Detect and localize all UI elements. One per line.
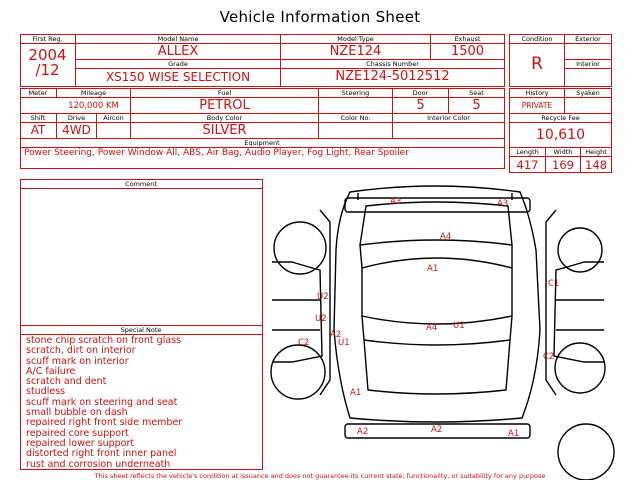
body-color-value: SILVER (202, 123, 247, 138)
special-notes-list (26, 336, 260, 470)
door-value: 5 (416, 98, 425, 113)
body-color-label: Body Color (206, 114, 243, 122)
special-note-item: studless (26, 386, 66, 398)
special-note-item: distorted right front inner panel (26, 448, 177, 460)
special-note-item: repaired right front side member (26, 417, 183, 429)
recycle-fee-label: Recycle Fee (541, 114, 580, 122)
damage-mark: U1 (453, 321, 465, 331)
damage-mark: A3 (497, 199, 509, 209)
first-reg-label: First Reg. (32, 35, 63, 43)
model-type-value: NZE124 (329, 44, 382, 59)
sheet-title: Vehicle Information Sheet (219, 8, 421, 26)
door-label: Door (412, 89, 429, 97)
fuel-value: PETROL (199, 98, 250, 113)
damage-mark: A4 (426, 323, 438, 333)
damage-mark: A1 (508, 429, 520, 439)
width-value: 169 (552, 158, 574, 172)
special-note-item: repaired lower support (26, 437, 135, 449)
damage-mark: U2 (317, 292, 329, 302)
history-label: History (525, 89, 549, 97)
model-name-value: ALLEX (157, 44, 199, 59)
damage-mark: A1 (427, 264, 439, 274)
damage-mark: A2 (357, 427, 369, 437)
grade-value: XS150 WISE SELECTION (105, 70, 251, 84)
condition-value: R (531, 54, 543, 74)
damage-mark: A3 (390, 197, 402, 207)
meter-label: Meter (28, 89, 48, 97)
disclaimer-footer: This sheet reflects the vehicle's condition at issuance and does not guarantee its current state, functionality, or suitability for any purpose (94, 472, 546, 480)
interior-label: Interior (576, 60, 600, 68)
first-reg-month: /12 (35, 61, 60, 79)
interior-color-label: Interior Color (427, 114, 470, 122)
first-reg-year: 2004 (28, 46, 67, 64)
height-label: Height (585, 148, 607, 156)
damage-mark: U2 (315, 314, 327, 324)
drive-value: 4WD (62, 123, 91, 137)
special-note-item: repaired core support (26, 427, 129, 439)
damage-mark: A2 (330, 330, 342, 340)
special-note-item: scratch and dent (26, 376, 107, 388)
model-name-label: Model Name (157, 35, 199, 43)
syaken-label: Syaken (576, 89, 600, 97)
comment-label: Comment (125, 180, 157, 188)
damage-mark: A2 (431, 425, 443, 435)
length-value: 417 (516, 158, 539, 172)
exhaust-label: Exhaust (454, 35, 481, 43)
damage-mark: C2 (298, 338, 310, 348)
grade-label: Grade (168, 60, 188, 68)
shift-label: Shift (30, 114, 46, 122)
special-note-item: small bubble on dash (26, 407, 128, 419)
mileage-label: Mileage (80, 89, 107, 97)
history-value: PRIVATE (521, 101, 553, 110)
chassis-number-label: Chassis Number (366, 60, 419, 68)
mileage-value: 120,000 KM (68, 101, 119, 111)
aircon-label: Aircon (103, 114, 124, 122)
car-diagram (271, 186, 614, 480)
recycle-fee-value: 10,610 (536, 127, 585, 143)
shift-value: AT (30, 123, 46, 137)
equipment-value: Power Steering, Power Window All, ABS, Air Bag, Audio Player, Fog Light, Rear Spoiler (24, 148, 409, 158)
length-label: Length (516, 148, 539, 156)
chassis-number-value: NZE124-5012512 (335, 69, 450, 84)
damage-mark: A4 (440, 232, 452, 242)
special-note-item: stone chip scratch on front glass (26, 335, 182, 346)
equipment-label: Equipment (244, 139, 280, 147)
special-note-item: rust and corrosion underneath (26, 458, 171, 470)
seat-value: 5 (472, 98, 481, 113)
color-no-label: Color No. (340, 114, 371, 122)
exhaust-value: 1500 (450, 44, 485, 59)
damage-mark: U1 (338, 338, 350, 348)
special-note-item: scuff mark on interior (26, 355, 129, 367)
exterior-label: Exterior (575, 35, 601, 43)
height-value: 148 (585, 158, 607, 172)
damage-mark: C1 (548, 279, 560, 289)
special-note-item: scratch, dirt on interior (26, 345, 136, 357)
damage-mark: A1 (350, 388, 362, 398)
fuel-label: Fuel (217, 89, 232, 97)
width-label: Width (553, 148, 573, 156)
drive-label: Drive (67, 114, 86, 122)
damage-mark: C2 (543, 352, 555, 362)
special-note-label: Special Note (120, 326, 162, 334)
steering-label: Steering (341, 89, 370, 97)
special-note-item: scuff mark on steering and seat (26, 396, 178, 408)
condition-label: Condition (521, 35, 553, 43)
seat-label: Seat (469, 89, 484, 97)
special-note-item: A/C failure (26, 365, 76, 377)
model-type-label: Model Type (337, 35, 374, 43)
